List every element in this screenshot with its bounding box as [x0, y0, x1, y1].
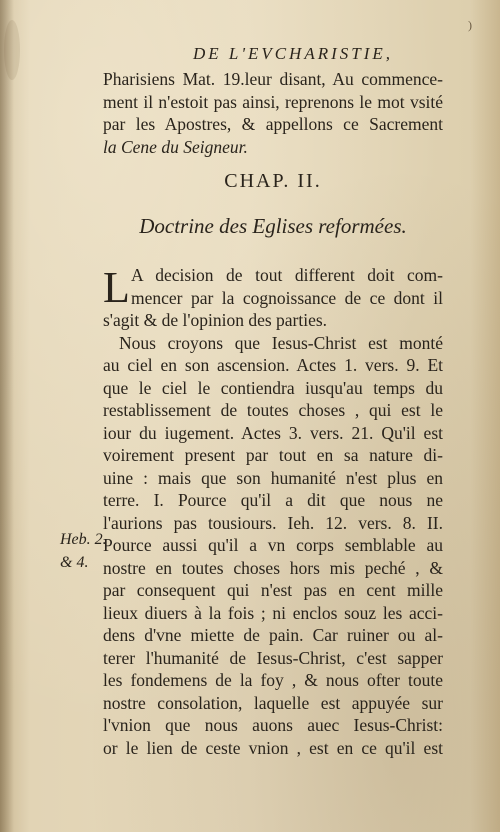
running-head: DE L'EVCHARISTIE,	[192, 44, 394, 63]
body-line: l'vnion que nous auons auec Iesus-Christ:	[103, 715, 443, 735]
intro-line: ment il n'estoit pas ainsi, reprenons le mot vsité	[103, 91, 443, 112]
intro-line: Pharisiens Mat. 19.leur disant, Au commence-	[103, 69, 443, 89]
body-line: s'agit & de l'opinion des parties.	[103, 310, 328, 330]
corner-mark: )	[468, 18, 472, 32]
margin-note	[60, 529, 107, 574]
body-line: terre. I. Pource qu'il a dit que nous ne	[103, 490, 443, 510]
body-line: au ciel en son ascension. Actes 1. vers. 9. Et	[103, 355, 443, 375]
body-line: or le lien de ceste vnion , est en ce qu'il est	[103, 737, 443, 758]
body-line: dens d'vne miette de pain. Car ruiner ou al-	[103, 625, 443, 645]
body-line: restablissement de toutes choses , qui est le	[103, 400, 443, 420]
body-line: par consequent qui n'est pas en cent mille	[103, 580, 443, 600]
body-line: terer l'humanité de Iesus-Christ, c'est sapper	[103, 647, 443, 668]
drop-capital: L	[103, 263, 130, 312]
body-line: que le ciel le contiendra iusqu'au temps du	[103, 377, 443, 398]
body-line: Nous croyons que Iesus-Christ est monté	[119, 332, 443, 353]
body-line: l'aurions pas tousiours. Ieh. 12. vers. 8. II.	[103, 512, 443, 533]
binding-shadow	[0, 0, 14, 832]
margin-note-reference: & 4.	[60, 553, 89, 571]
body-line: lieux diuers à la fois ; ni enclos souz les acci-	[103, 602, 443, 623]
paper-stain	[4, 20, 20, 80]
body-line: iour du iugement. Actes 3. vers. 21. Qu'il est	[103, 422, 443, 443]
body-line: A decision de tout different doit com-	[131, 265, 443, 285]
body-line: nostre en toutes choses hors mis peché , &	[103, 557, 443, 578]
body-line: uine : mais que son humanité n'est plus en	[103, 467, 443, 488]
body-text	[103, 264, 443, 759]
body-line: les fondemens de la foy , & nous ofter toute	[103, 670, 443, 690]
body-line: mencer par la cognoissance de ce dont il	[131, 287, 443, 308]
chapter-heading: CHAP. II.	[224, 170, 322, 192]
intro-paragraph	[103, 68, 443, 158]
intro-line-italic: la Cene du Seigneur.	[103, 136, 248, 157]
body-line: voirement present par tout en sa nature di-	[103, 445, 443, 465]
body-line: Pource aussi qu'il a vn corps semblable au	[103, 535, 443, 555]
section-title: Doctrine des Eglises reformées.	[139, 214, 407, 238]
margin-note-reference: Heb. 2.	[60, 531, 107, 548]
intro-line: par les Apostres, & appellons ce Sacrement	[103, 114, 443, 134]
body-line: nostre consolation, laquelle est appuyée sur	[103, 692, 443, 713]
